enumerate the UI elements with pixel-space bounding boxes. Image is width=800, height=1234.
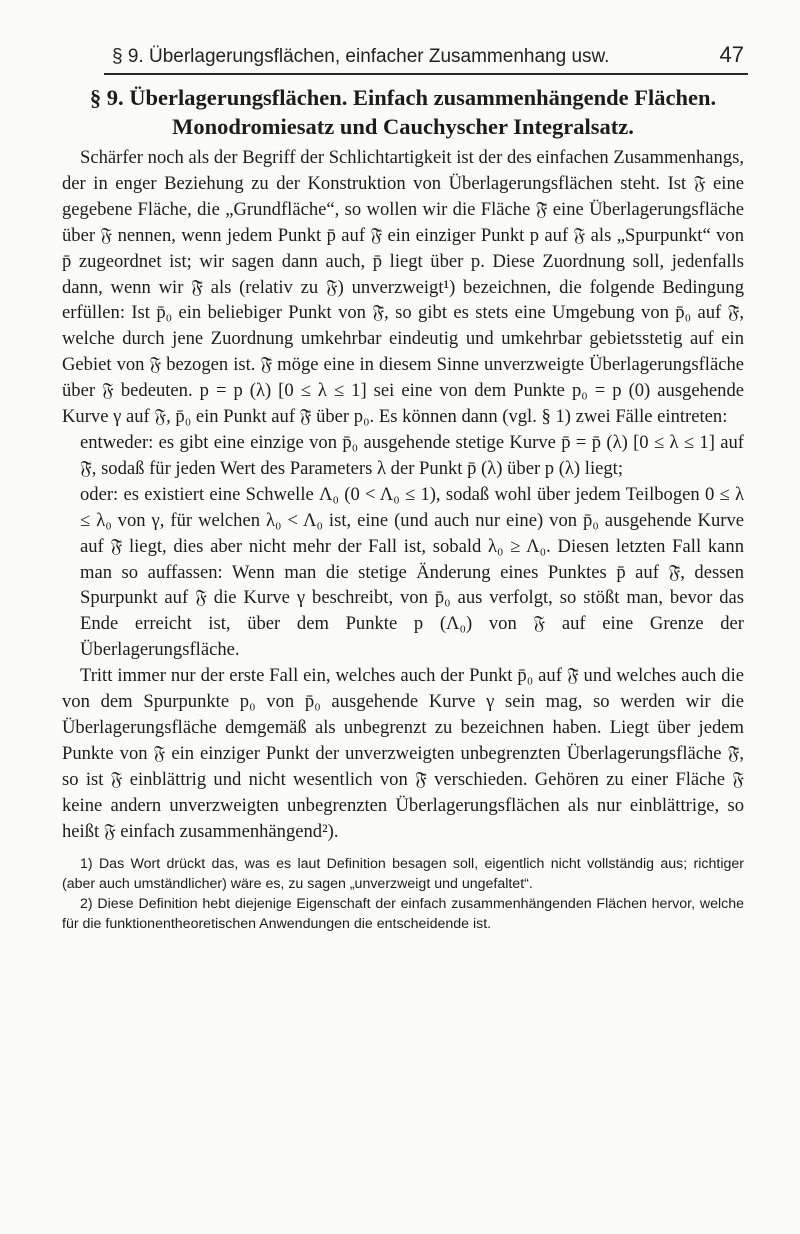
running-head (112, 42, 744, 68)
section-title: § 9. Überlagerungsflächen. Einfach zusammenhängende Flächen. Monodromiesatz und Cauchyscher Integralsatz. (89, 85, 717, 139)
footnote-separator (62, 844, 744, 854)
footnotes (62, 854, 744, 934)
header-rule (104, 73, 748, 75)
paragraph-definition: Tritt immer nur der erste Fall ein, welches auch der Punkt p̄₀ auf 𝔉̄ und welches auch die von dem Spurpunkte p₀ von p̄₀ ausgehende Kurve γ sein mag, so werden wir die Überlagerungsfläche demgemäß als unbegrenzt zu bezeichnen haben. Liegt über jedem Punkte von 𝔉 ein einziger Punkt der unverzweigten unbegrenzten Überlagerungsfläche 𝔉̄, so ist 𝔉 einblättrig und nicht wesentlich von 𝔉̄ verschieden. Gehören zu einer Fläche 𝔉 keine andern unverzweigten unbegrenzten Überlagerungsflächen als nur einblättrige, so heißt 𝔉 einfach zusammenhängend²). (62, 665, 744, 842)
footnote-1: 1) Das Wort drückt das, was es laut Definition besagen soll, eigentlich nicht vollständig aus; richtiger (aber auch umständlicher) wäre es, zu sagen „unverzweigt und ungefaltet“. (62, 856, 744, 893)
page-number: 47 (719, 42, 744, 67)
main-text (62, 83, 744, 934)
paragraph-case-or: oder: es existiert eine Schwelle Λ₀ (0 < Λ₀ ≤ 1), sodaß wohl über jedem Teilbogen 0 ≤ λ ≤ λ₀ von γ, für welchen λ₀ < Λ₀ ist, eine (und auch nur eine) von p̄₀ ausgehende Kurve auf 𝔉̄ liegt, dies aber nicht mehr der Fall ist, sobald λ₀ ≥ Λ₀. Diesen letzten Fall kann man so auffassen: Wenn man die stetige Änderung eines Punktes p̄ auf 𝔉̄, dessen Spurpunkt auf 𝔉 die Kurve γ beschreibt, von p̄₀ aus verfolgt, so stößt man, bevor das Ende erreicht ist, über dem Punkte p (Λ₀) von 𝔉 auf eine Grenze der Überlagerungsfläche. (80, 483, 744, 661)
paragraph-case-either: entweder: es gibt eine einzige von p̄₀ ausgehende stetige Kurve p̄ = p̄ (λ) [0 ≤ λ ≤ 1] auf 𝔉̄, sodaß für jeden Wert des Parameters λ der Punkt p̄ (λ) über p (λ) liegt; (80, 431, 744, 479)
running-title: § 9. Überlagerungsflächen, einfacher Zusammenhang usw. (112, 46, 610, 67)
paragraph-intro: Schärfer noch als der Begriff der Schlichtartigkeit ist der des einfachen Zusammenhangs, der in enger Beziehung zu der Konstruktion von Überlagerungsflächen steht. Ist 𝔉 eine gegebene Fläche, die „Grundfläche“, so wollen wir die Fläche 𝔉̄ eine Überlagerungsfläche über 𝔉 nennen, wenn jedem Punkt p̄ auf 𝔉̄ ein einziger Punkt p auf 𝔉 als „Spurpunkt“ von p̄ zugeordnet ist; wir sagen dann auch, p̄ liegt über p. Diese Zuordnung soll, jedenfalls dann, wenn wir 𝔉̄ als (relativ zu 𝔉) unverzweigt¹) bezeichnen, die folgende Bedingung erfüllen: Ist p̄₀ ein beliebiger Punkt von 𝔉̄, so gibt es stets eine Umgebung von p̄₀ auf 𝔉̄, welche durch jene Zuordnung umkehrbar eindeutig und umkehrbar gebietsstetig auf ein Gebiet von 𝔉 bezogen ist. 𝔉̄ möge eine in diesem Sinne unverzweigte Überlagerungsfläche über 𝔉 bedeuten. p = p (λ) [0 ≤ λ ≤ 1] sei eine von dem Punkte p₀ = p (0) ausgehende Kurve γ auf 𝔉, p̄₀ ein Punkt auf 𝔉̄ über p₀. Es können dann (vgl. § 1) zwei Fälle eintreten: (62, 147, 744, 428)
footnote-2: 2) Diese Definition hebt diejenige Eigenschaft der einfach zusammenhängenden Flächen hervor, welche für die funktionentheoretischen Anwendungen die entscheidende ist. (62, 896, 744, 933)
